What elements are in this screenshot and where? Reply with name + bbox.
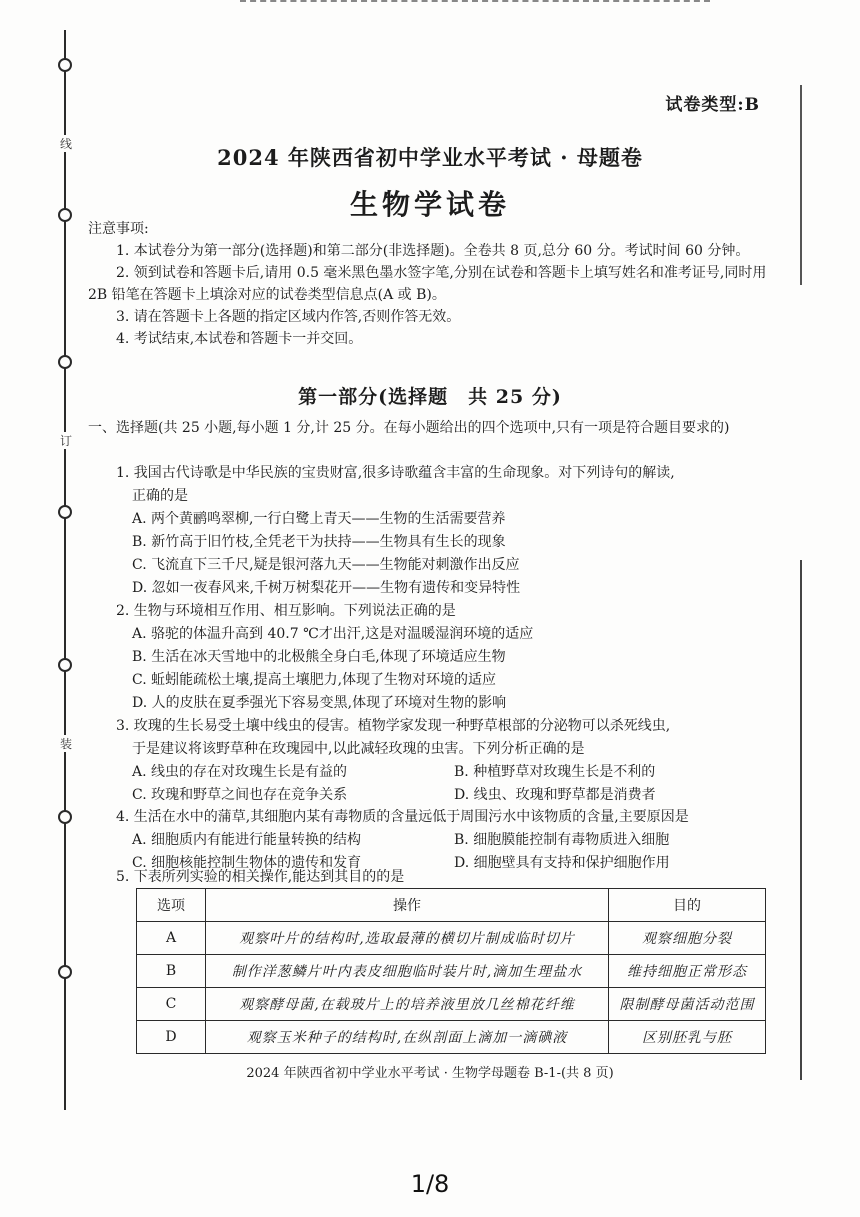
table-cell-purpose: 维持细胞正常形态 [609,955,766,988]
option-c: C. 飞流直下三千尺,疑是银河落九天——生物能对刺激作出反应 [132,557,520,573]
exam-subtitle: 生物学试卷 [349,188,510,221]
binding-hole [58,965,72,979]
paper-type-label: 试卷类型:B [665,95,760,115]
question-3 [116,715,776,807]
scan-edge [800,560,802,1080]
binding-hole [58,810,72,824]
question-2 [116,600,776,715]
note-item: 1. 本试卷分为第一部分(选择题)和第二部分(非选择题)。全卷共 8 页,总分 60 分。考试时间 60 分钟。 [116,243,750,259]
option-c: C. 细胞核能控制生物体的遗传和发育 [132,855,362,871]
binding-mark-order: 订 [56,432,76,449]
table-cell-operation: 观察叶片的结构时,选取最薄的横切片制成临时切片 [206,922,609,955]
notes-list [88,240,768,350]
binding-mark-line: 线 [56,135,76,152]
binding-hole [58,505,72,519]
question-stem: 5. 下表所列实验的相关操作,能达到其目的的是 [116,869,405,885]
table-cell-purpose: 区别胚乳与胚 [609,1021,766,1054]
table-cell-option: B [137,955,206,988]
question-4 [116,806,776,875]
section-intro-text: 一、选择题(共 25 小题,每小题 1 分,计 25 分。在每小题给出的四个选项中,只有一项是符合题目要求的) [88,420,730,436]
question-stem: 4. 生活在水中的蒲草,其细胞内某有毒物质的含量远低于周围污水中该物质的含量,主要原因是 [116,809,689,825]
page-indicator: 1/8 [410,1170,450,1198]
option-d: D. 忽如一夜春风来,千树万树梨花开——生物有遗传和变异特性 [132,580,521,596]
question-stem-cont: 于是建议将该野草种在玫瑰园中,以此减轻玫瑰的虫害。下列分析正确的是 [132,741,585,757]
option-row [116,784,776,807]
note-item: 2. 领到试卷和答题卡后,请用 0.5 毫米黑色墨水签字笔,分别在试卷和答题卡上填写姓名和准考证号,同时用 2B 铅笔在答题卡上填涂对应的试卷类型信息点(A 或 B)。 [88,265,767,303]
option-c: C. 蚯蚓能疏松土壤,提高土壤肥力,体现了生物对环境的适应 [132,672,497,688]
option-d: D. 线虫、玫瑰和野草都是消费者 [454,787,656,803]
notes-heading: 注意事项: [88,221,149,237]
option-b: B. 生活在冰天雪地中的北极熊全身白毛,体现了环境适应生物 [132,649,506,665]
table-header-cell: 操作 [206,889,609,922]
table-header-row [137,889,766,922]
table-cell-option: A [137,922,206,955]
table-cell-operation: 观察玉米种子的结构时,在纵剖面上滴加一滴碘液 [206,1021,609,1054]
option-c: C. 玫瑰和野草之间也存在竞争关系 [132,787,348,803]
option-a: A. 线虫的存在对玫瑰生长是有益的 [132,764,348,780]
table-cell-purpose: 限制酵母菌活动范围 [609,988,766,1021]
page-footer: 2024 年陕西省初中学业水平考试 · 生物学母题卷 B-1-(共 8 页) [246,1066,614,1081]
question-stem: 3. 玫瑰的生长易受土壤中线虫的侵害。植物学家发现一种野草根部的分泌物可以杀死线虫, [116,718,671,734]
top-scan-artifact [240,0,710,6]
table-cell-option: D [137,1021,206,1054]
note-item: 3. 请在答题卡上各题的指定区域内作答,否则作答无效。 [116,309,461,325]
option-row [116,829,776,852]
option-d: D. 细胞壁具有支持和保护细胞作用 [454,855,670,871]
table-cell-operation: 观察酵母菌,在载玻片上的培养液里放几丝棉花纤维 [206,988,609,1021]
option-a: A. 两个黄鹂鸣翠柳,一行白鹭上青天——生物的生活需要营养 [132,511,506,527]
table-row [137,955,766,988]
option-a: A. 骆驼的体温升高到 40.7 ℃才出汗,这是对温暖湿润环境的适应 [132,626,534,642]
option-b: B. 新竹高于旧竹枝,全凭老干为扶持——生物具有生长的现象 [132,534,506,550]
binding-mark-bind: 装 [56,735,76,752]
table-cell-operation: 制作洋葱鳞片叶内表皮细胞临时装片时,滴加生理盐水 [206,955,609,988]
option-a: A. 细胞质内有能进行能量转换的结构 [132,832,362,848]
exam-title: 2024 年陕西省初中学业水平考试 · 母题卷 [217,145,643,170]
option-b: B. 细胞膜能控制有毒物质进入细胞 [454,832,670,848]
option-row [116,761,776,784]
binding-hole [58,58,72,72]
binding-hole [58,355,72,369]
table-cell-purpose: 观察细胞分裂 [609,922,766,955]
option-d: D. 人的皮肤在夏季强光下容易变黑,体现了环境对生物的影响 [132,695,507,711]
option-b: B. 种植野草对玫瑰生长是不利的 [454,764,656,780]
table-row [137,988,766,1021]
binding-hole [58,658,72,672]
note-item: 4. 考试结束,本试卷和答题卡一并交回。 [116,331,363,347]
question-stem: 1. 我国古代诗歌是中华民族的宝贵财富,很多诗歌蕴含丰富的生命现象。对下列诗句的解读, [116,465,675,481]
part-one-title: 第一部分(选择题 共 25 分) [298,386,562,408]
question-1 [116,462,776,600]
table-row [137,922,766,955]
table-header-cell: 选项 [137,889,206,922]
table-header-cell: 目的 [609,889,766,922]
question-stem: 2. 生物与环境相互作用、相互影响。下列说法正确的是 [116,603,456,619]
section-intro [88,418,772,439]
table-cell-option: C [137,988,206,1021]
question-5 [116,866,776,889]
table-row [137,1021,766,1054]
experiment-table [136,888,766,1054]
question-stem-cont: 正确的是 [132,488,188,504]
